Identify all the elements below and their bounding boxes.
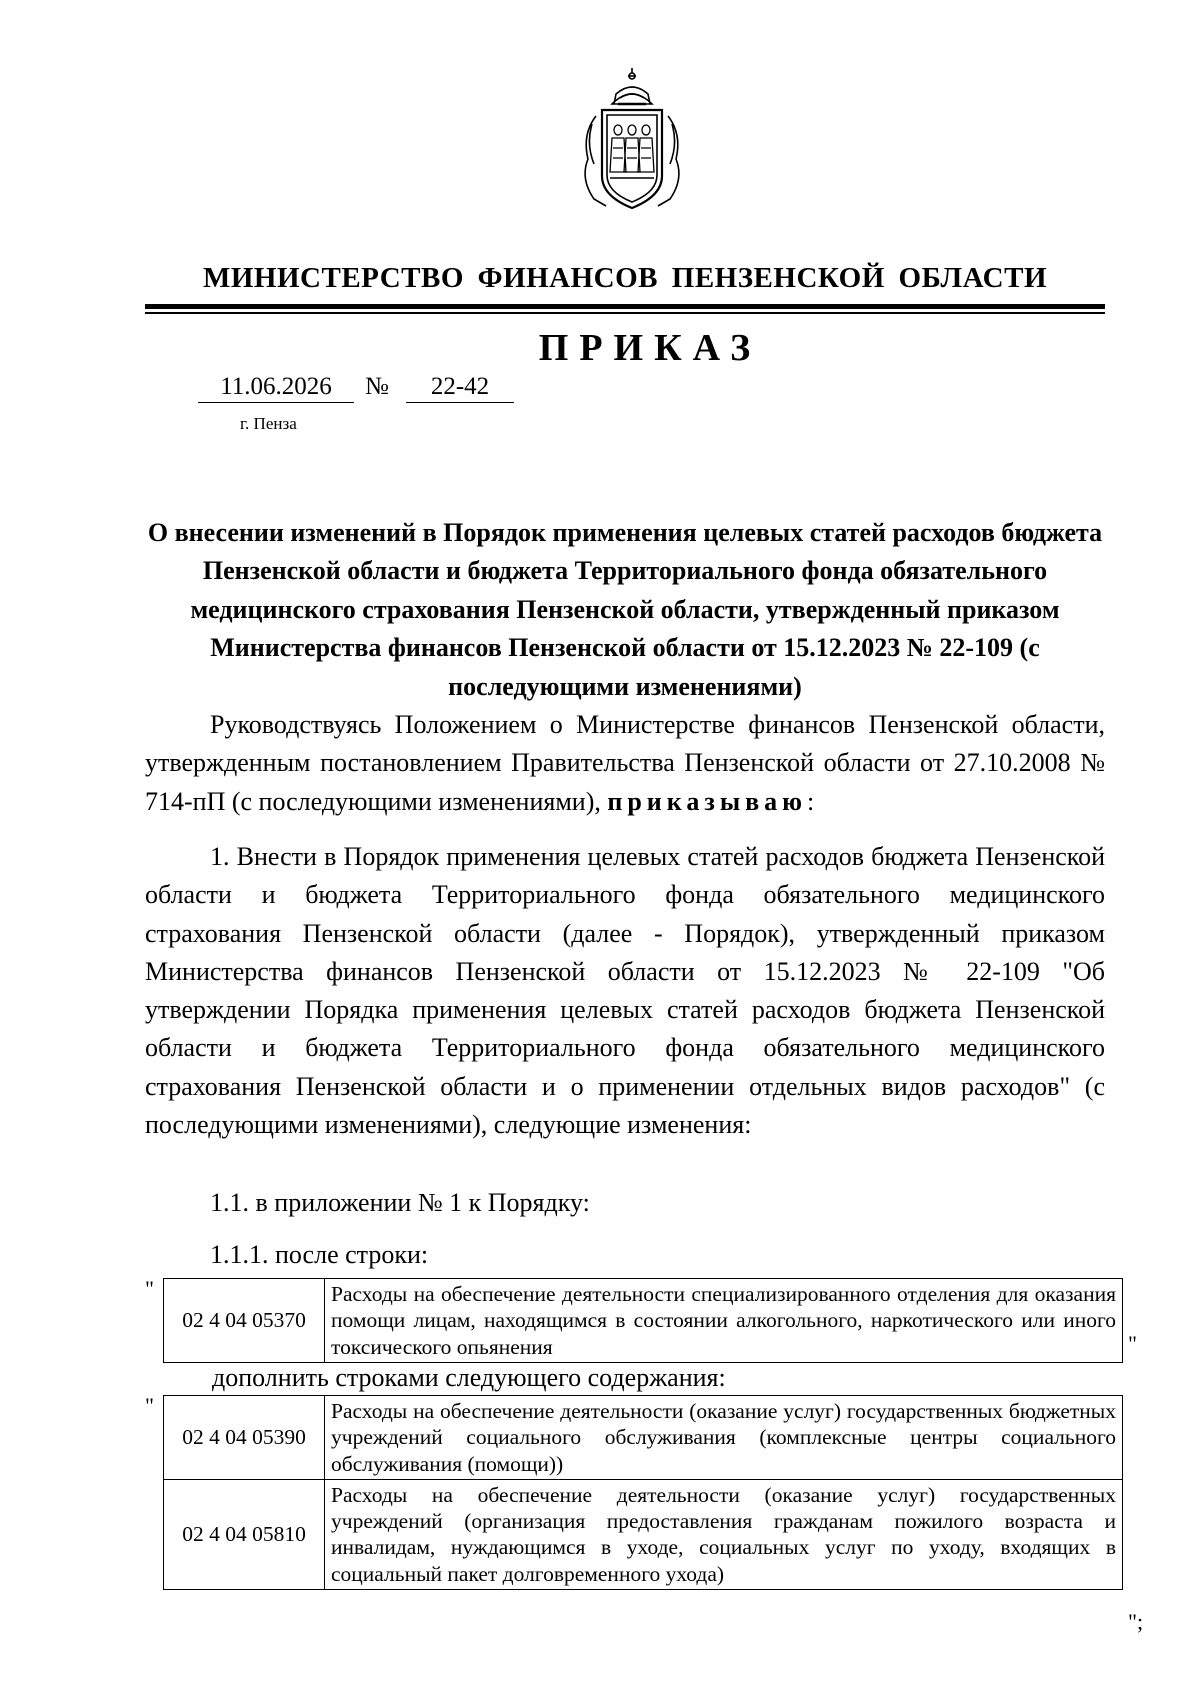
city-label: г. Пенза — [240, 414, 297, 433]
header-rule-thick — [145, 304, 1105, 309]
ministry-name: МИНИСТЕРСТВО ФИНАНСОВ ПЕНЗЕНСКОЙ ОБЛАСТИ — [202, 262, 1048, 294]
table-row — [164, 1279, 1123, 1363]
table-row — [164, 1479, 1123, 1589]
open-quote-1: " — [145, 1276, 154, 1301]
order-title: О внесении изменений в Порядок применения целевых статей расходов бюджета Пензенской области и бюджета Территориального фонда обязательного медицинского страхования Пензенской области, утвержденный приказом Министерства финансов Пензенской области от 15.12.2023 № 22-109 (с последующими изменениями) — [147, 518, 1103, 701]
document-type: ПРИКАЗ — [538, 327, 762, 369]
code-cell: 02 4 04 05370 — [164, 1279, 325, 1363]
number-sign: № — [365, 373, 389, 400]
preamble-end: : — [807, 786, 815, 816]
coat-of-arms-emblem — [576, 64, 688, 216]
preamble-text: Руководствуясь Положением о Министерстве финансов Пензенской области, утвержденным постановлением Правительства Пензенской области от 27.10.2008 № 714-пП (с последующими изменениями), — [145, 710, 1105, 816]
item-1-1-1-paragraph: 1.1.1. после строки: — [210, 1240, 429, 1269]
order-number: 22-42 — [406, 372, 514, 403]
supplement-paragraph: дополнить строками следующего содержания: — [212, 1363, 726, 1392]
close-quote-1: " — [1128, 1331, 1137, 1356]
header-rule-thin — [145, 312, 1105, 314]
order-date: 11.06.2026 — [198, 372, 354, 403]
description-cell: Расходы на обеспечение деятельности специализированного отделения для оказания помощи лицам, находящимся в состоянии алкогольного, наркотического или иного токсического опьянения — [325, 1279, 1123, 1363]
item-1-1-paragraph: 1.1. в приложении № 1 к Порядку: — [210, 1188, 590, 1217]
item-1-paragraph: 1. Внести в Порядок применения целевых статей расходов бюджета Пензенской области и бюджета Территориального фонда обязательного медицинского страхования Пензенской области (далее - Порядок), утвержденный приказом Министерства финансов Пензенской области от 15.12.2023 № 22-109 "Об утверждении Порядка применения целевых статей расходов бюджета Пензенской области и бюджета Территориального фонда обязательного медицинского страхования Пензенской области и о применении отдельных видов расходов" (с последующими изменениями), следующие изменения: — [145, 842, 1105, 1140]
open-quote-2: " — [145, 1393, 154, 1418]
description-cell: Расходы на обеспечение деятельности (оказание услуг) государственных учреждений (организация предоставления гражданам пожилого возраста и инвалидам, нуждающимся в уходе, социальных услуг по уходу, входящих в социальный пакет долговременного ухода) — [325, 1479, 1123, 1589]
table-existing-row — [163, 1278, 1123, 1363]
close-quote-2: "; — [1128, 1609, 1144, 1634]
code-cell: 02 4 04 05810 — [164, 1479, 325, 1589]
table-new-rows — [163, 1395, 1123, 1590]
table-row — [164, 1396, 1123, 1480]
preamble-bold-word: приказываю — [607, 786, 808, 816]
code-cell: 02 4 04 05390 — [164, 1396, 325, 1480]
description-cell: Расходы на обеспечение деятельности (оказание услуг) государственных бюджетных учреждений социального обслуживания (комплексные центры социального обслуживания (помощи)) — [325, 1396, 1123, 1480]
preamble-paragraph — [145, 706, 1105, 821]
